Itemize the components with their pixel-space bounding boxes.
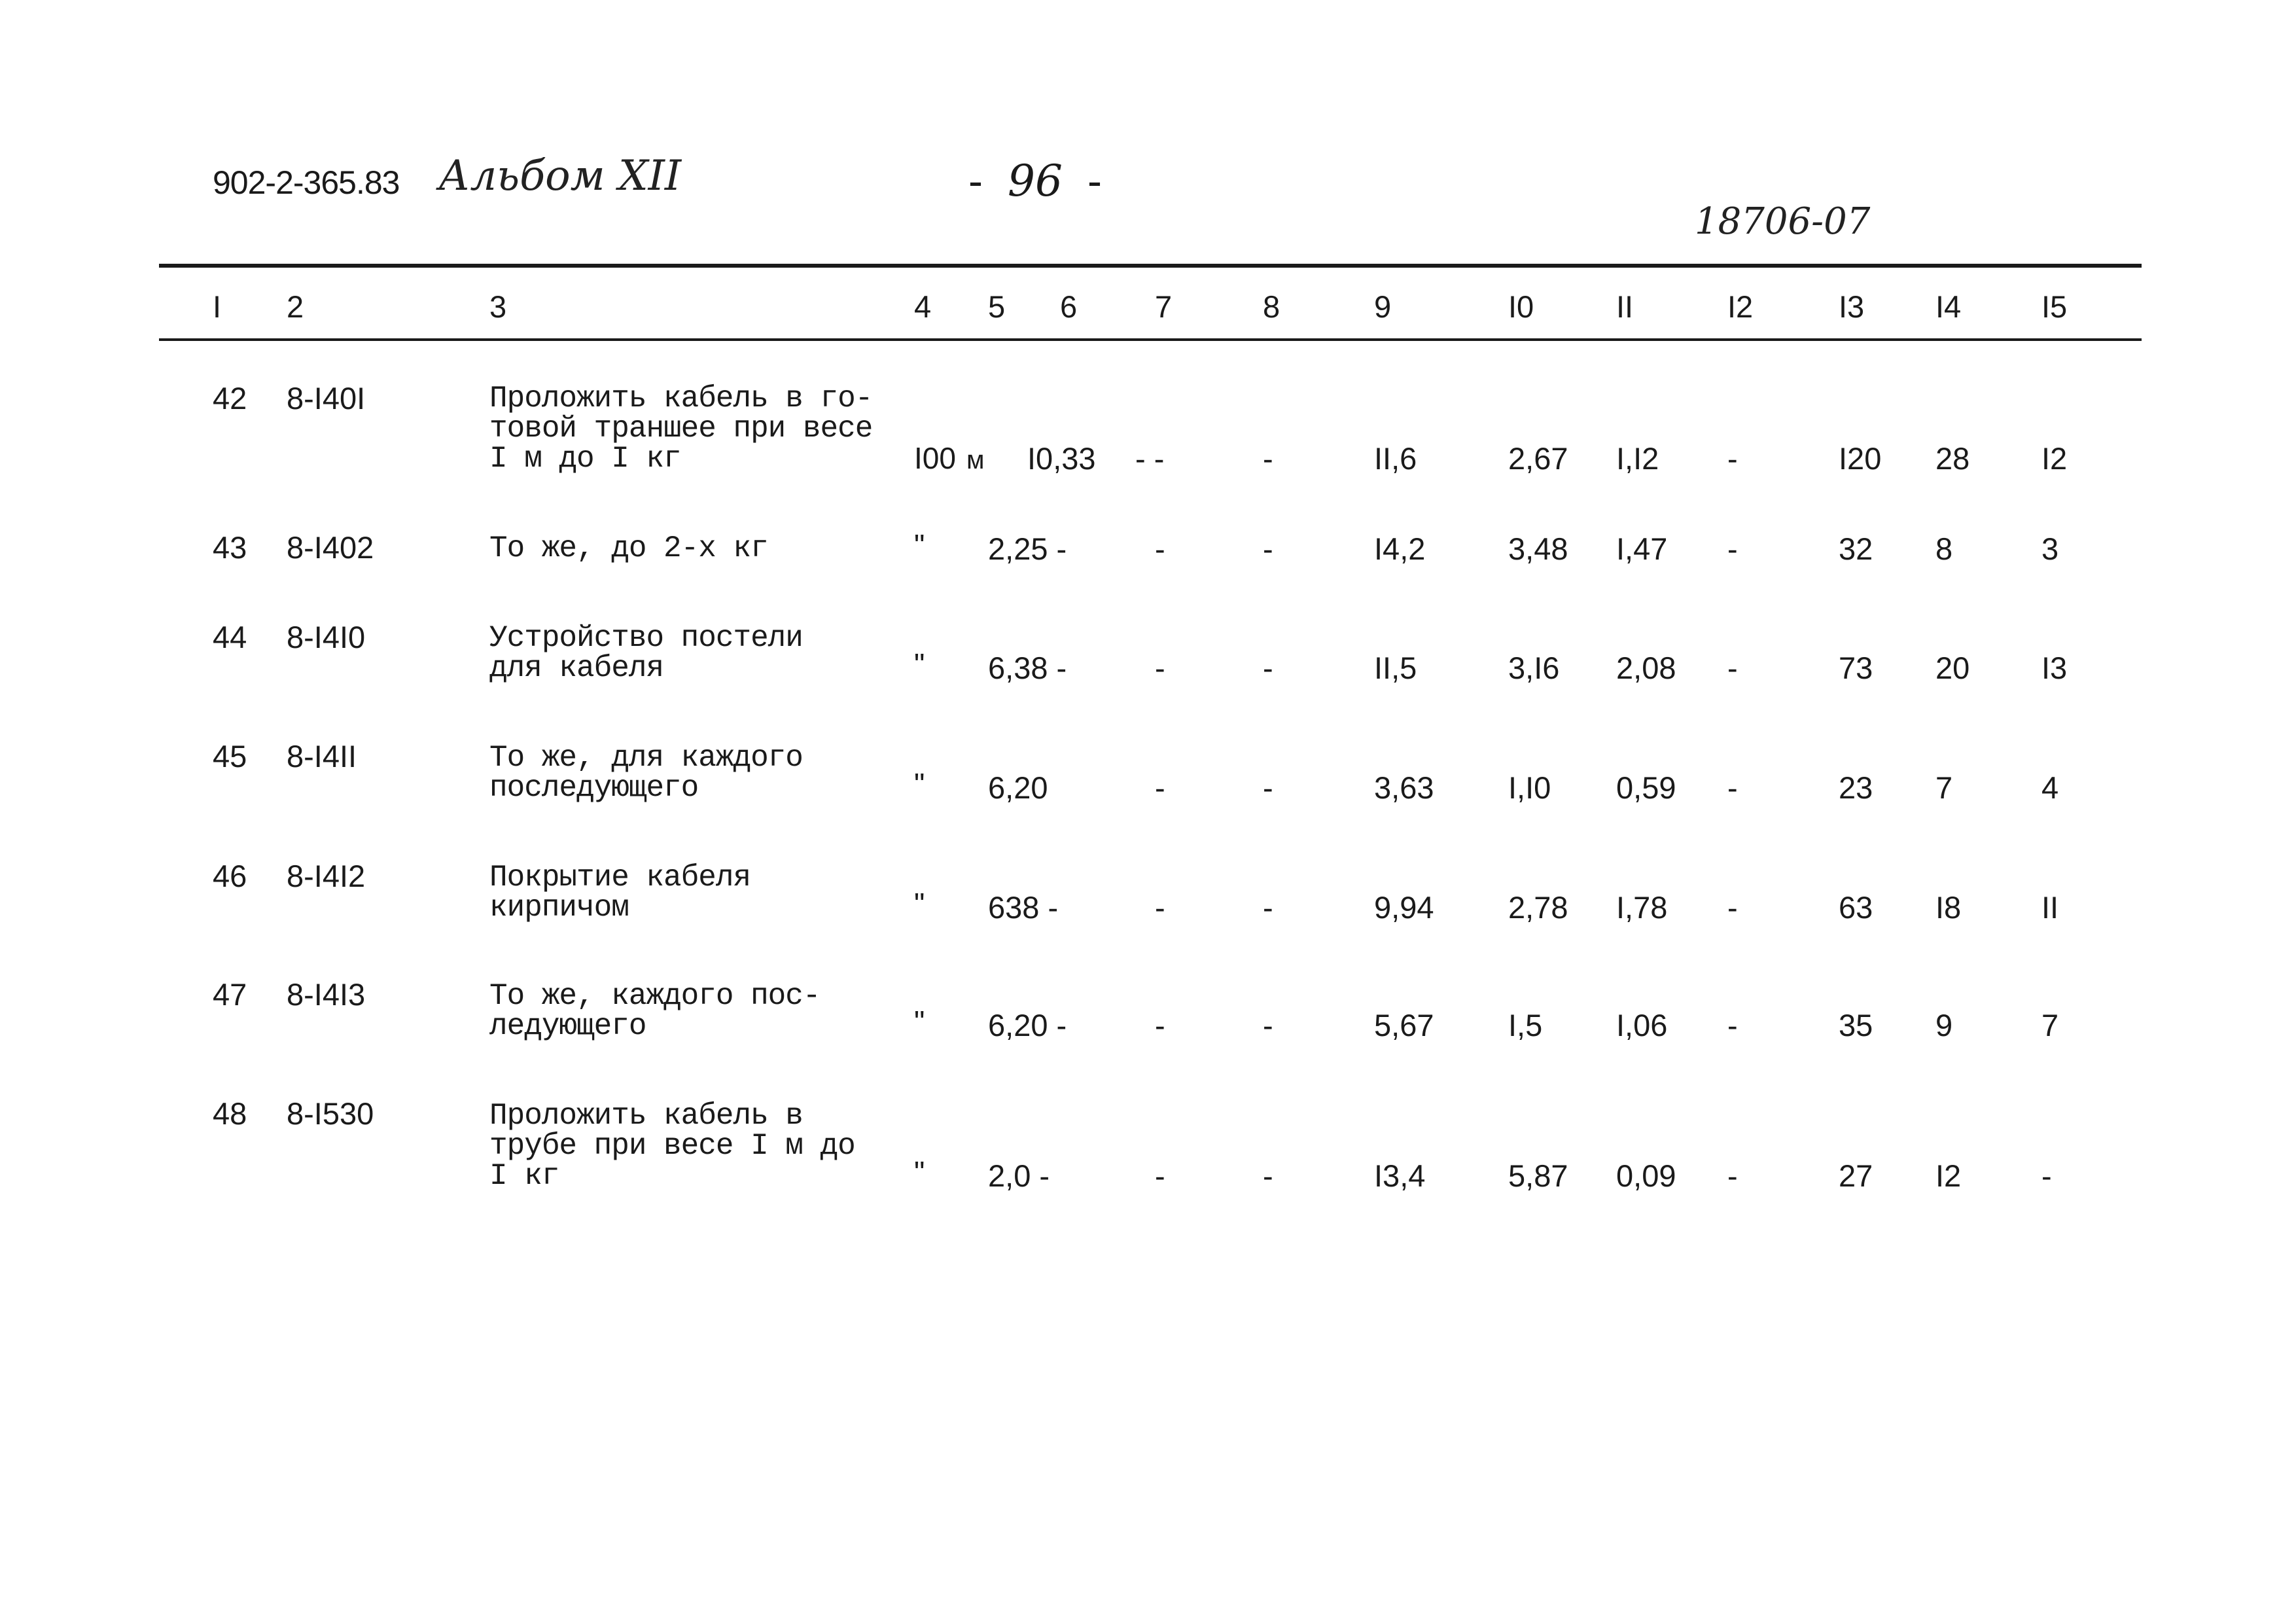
col-9-value: 3,63 — [1374, 770, 1434, 805]
col-11-value: 0,09 — [1616, 1158, 1676, 1193]
col-9-value: II,5 — [1374, 651, 1417, 685]
norm-code: 8-I4I3 — [287, 977, 366, 1012]
col-13-value: 23 — [1839, 770, 1873, 805]
row-number: 44 — [213, 620, 247, 654]
col-9-value: 5,67 — [1374, 1008, 1434, 1043]
norm-code: 8-I530 — [287, 1096, 374, 1131]
col-15-value: 3 — [2041, 531, 2059, 566]
col-15-value: - — [2041, 1158, 2052, 1193]
col-13-value: 73 — [1839, 651, 1873, 685]
col-15-value: I2 — [2041, 441, 2068, 476]
col-6-value: 2,25 - — [988, 531, 1067, 566]
col-6-value: I0,33 — [1027, 441, 1096, 476]
unit-value: " — [914, 887, 925, 921]
unit-value: I00 — [914, 441, 956, 475]
col-8-value: - — [1263, 1008, 1273, 1043]
row-number: 48 — [213, 1096, 247, 1131]
document-code: 902-2-365.83 — [213, 164, 400, 201]
col-12-value: - — [1727, 531, 1738, 566]
norm-code: 8-I4I2 — [287, 859, 366, 893]
col-10-value: 2,67 — [1508, 441, 1568, 476]
col-14-value: 8 — [1935, 531, 1953, 566]
work-description: Проложить кабель в го- товой траншее при весе I м до I кг — [489, 382, 873, 476]
col-head-15: I5 — [2041, 289, 2068, 324]
col-6-value: 6,20 — [988, 770, 1048, 805]
norm-code: 8-I40I — [287, 381, 366, 416]
work-description: Устройство постели для кабеля — [489, 621, 803, 685]
col-12-value: - — [1727, 770, 1738, 805]
col-12-value: - — [1727, 441, 1738, 476]
col-10-value: I,I0 — [1508, 770, 1551, 805]
col-head-11: II — [1616, 289, 1634, 324]
col-7-value: - — [1155, 1008, 1165, 1043]
unit — [914, 1007, 925, 1037]
table-top-rule — [159, 264, 2142, 268]
col-8-value: - — [1263, 770, 1273, 805]
col-head-14: I4 — [1935, 289, 1962, 324]
col-head-3: 3 — [489, 289, 507, 324]
col-11-value: 2,08 — [1616, 651, 1676, 685]
col-14-value: I2 — [1935, 1158, 1962, 1193]
col-13-value: 35 — [1839, 1008, 1873, 1043]
work-description: Покрытие кабеля кирпичом — [489, 861, 751, 925]
col-head-1: I — [213, 289, 222, 324]
row-number: 47 — [213, 977, 247, 1012]
unit — [914, 443, 984, 473]
col-12-value: - — [1727, 651, 1738, 685]
col-15-value: 4 — [2041, 770, 2059, 805]
col-7-value: - — [1155, 531, 1165, 566]
col-15-value: I3 — [2041, 651, 2068, 685]
col-head-4: 4 — [914, 289, 932, 324]
album-label: Альбом XII — [438, 152, 682, 200]
unit — [914, 649, 925, 679]
unit-value: " — [914, 767, 925, 801]
col-14-value: 7 — [1935, 770, 1953, 805]
col-6-value: 2,0 - — [988, 1158, 1050, 1193]
col-14-value: 28 — [1935, 441, 1970, 476]
norm-code: 8-I4II — [287, 739, 357, 774]
col-head-6: 6 — [1060, 289, 1078, 324]
col-8-value: - — [1263, 531, 1273, 566]
col-14-value: 9 — [1935, 1008, 1953, 1043]
unit — [914, 530, 925, 560]
row-number: 43 — [213, 530, 247, 565]
col-head-13: I3 — [1839, 289, 1865, 324]
col-8-value: - — [1263, 890, 1273, 925]
col-7-value: - — [1155, 770, 1165, 805]
table-header-rule — [159, 338, 2142, 341]
work-description: То же, для каждого последующего — [489, 741, 803, 805]
page-dash-right: - — [1087, 156, 1102, 205]
col-11-value: I,78 — [1616, 890, 1668, 925]
col-8-value: - — [1263, 651, 1273, 685]
col-head-9: 9 — [1374, 289, 1392, 324]
col-12-value: - — [1727, 890, 1738, 925]
page-dash-left: - — [968, 156, 983, 205]
col-12-value: - — [1727, 1008, 1738, 1043]
col-13-value: 63 — [1839, 890, 1873, 925]
page-number — [968, 156, 1102, 206]
col-14-value: I8 — [1935, 890, 1962, 925]
col-13-value: 27 — [1839, 1158, 1873, 1193]
col-9-value: 9,94 — [1374, 890, 1434, 925]
col-11-value: I,I2 — [1616, 441, 1659, 476]
unit — [914, 889, 925, 919]
col-7-value: - — [1155, 890, 1165, 925]
work-description: То же, каждого пос- ледующего — [489, 979, 821, 1043]
col-head-12: I2 — [1727, 289, 1754, 324]
unit — [914, 1157, 925, 1187]
work-description: Проложить кабель в трубе при весе I м до I кг — [489, 1099, 855, 1193]
col-13-value: 32 — [1839, 531, 1873, 566]
col-11-value: 0,59 — [1616, 770, 1676, 805]
col-8-value: - — [1263, 1158, 1273, 1193]
page-number-value: 96 — [1007, 156, 1063, 206]
norm-code: 8-I4I0 — [287, 620, 366, 654]
col-11-value: I,47 — [1616, 531, 1668, 566]
col-6-value: 638 - — [988, 890, 1059, 925]
col-15-value: 7 — [2041, 1008, 2059, 1043]
unit-value: " — [914, 1005, 925, 1039]
registration-number: 18706-07 — [1695, 200, 1871, 243]
unit-value: " — [914, 528, 925, 562]
col-10-value: 5,87 — [1508, 1158, 1568, 1193]
col-7-value: - — [1155, 651, 1165, 685]
col-head-7: 7 — [1155, 289, 1173, 324]
unit-value: " — [914, 1155, 925, 1189]
col-9-value: I3,4 — [1374, 1158, 1426, 1193]
col-7-value: - — [1155, 1158, 1165, 1193]
unit-value: " — [914, 647, 925, 681]
col-15-value: II — [2041, 890, 2059, 925]
col-9-value: I4,2 — [1374, 531, 1426, 566]
col-10-value: 3,48 — [1508, 531, 1568, 566]
col-12-value: - — [1727, 1158, 1738, 1193]
col-head-5: 5 — [988, 289, 1006, 324]
col-6-value: 6,20 - — [988, 1008, 1067, 1043]
col-head-8: 8 — [1263, 289, 1280, 324]
col-10-value: 2,78 — [1508, 890, 1568, 925]
unit — [914, 769, 925, 799]
work-description: То же, до 2-х кг — [489, 531, 768, 565]
col-10-value: 3,I6 — [1508, 651, 1560, 685]
col-13-value: I20 — [1839, 441, 1882, 476]
col-8-value: - — [1263, 441, 1273, 476]
row-number: 46 — [213, 859, 247, 893]
col-9-value: II,6 — [1374, 441, 1417, 476]
col-6-value: 6,38 - — [988, 651, 1067, 685]
col-head-2: 2 — [287, 289, 304, 324]
col-10-value: I,5 — [1508, 1008, 1543, 1043]
unit-measure: м — [966, 446, 985, 474]
col-14-value: 20 — [1935, 651, 1970, 685]
norm-code: 8-I402 — [287, 530, 374, 565]
row-number: 42 — [213, 381, 247, 416]
row-number: 45 — [213, 739, 247, 774]
col-7-value: - - — [1135, 441, 1165, 476]
col-head-10: I0 — [1508, 289, 1534, 324]
col-11-value: I,06 — [1616, 1008, 1668, 1043]
